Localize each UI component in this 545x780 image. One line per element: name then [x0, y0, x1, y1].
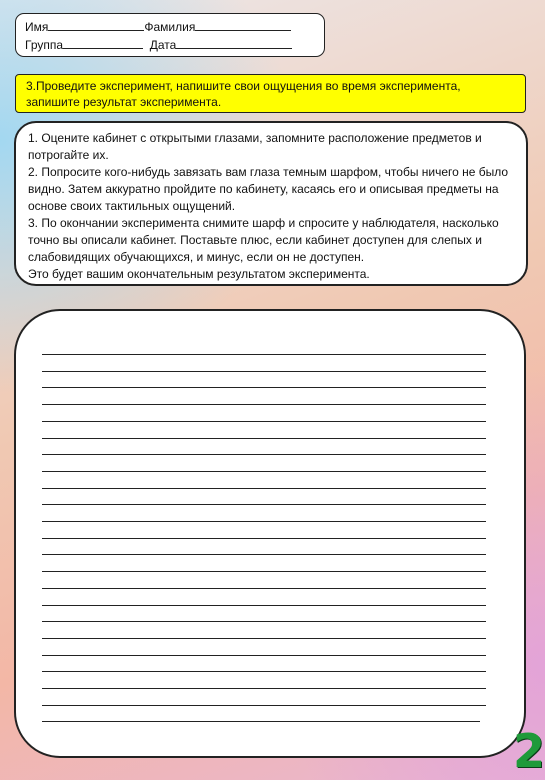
instruction-item-1: 1. Оцените кабинет с открытыми глазами, запомните расположение предметов и потрогайте их. [28, 131, 482, 162]
surname-label: Фамилия [144, 20, 196, 34]
group-field[interactable] [63, 36, 143, 49]
writing-line[interactable] [42, 454, 486, 455]
student-info-header [15, 13, 325, 57]
writing-line[interactable] [42, 421, 486, 422]
writing-line[interactable] [42, 688, 486, 689]
writing-line[interactable] [42, 671, 486, 672]
writing-line[interactable] [42, 404, 486, 405]
writing-line[interactable] [42, 371, 486, 372]
writing-line[interactable] [42, 354, 486, 355]
group-label: Группа [25, 38, 64, 52]
writing-line[interactable] [42, 655, 486, 656]
writing-line[interactable] [42, 705, 486, 706]
instructions-box [14, 121, 528, 286]
writing-line[interactable] [42, 471, 486, 472]
writing-line[interactable] [42, 488, 486, 489]
writing-line[interactable] [42, 438, 486, 439]
writing-line[interactable] [42, 521, 486, 522]
surname-field[interactable] [195, 18, 291, 31]
writing-line[interactable] [42, 638, 486, 639]
writing-area[interactable] [14, 309, 526, 758]
name-surname-row [25, 18, 315, 36]
writing-line[interactable] [42, 387, 486, 388]
writing-line[interactable] [42, 721, 480, 722]
writing-line[interactable] [42, 588, 486, 589]
writing-line[interactable] [42, 621, 486, 622]
task-heading: 3.Проведите эксперимент, напишите свои ощущения во время эксперимента, запишите результат эксперимента. [15, 74, 526, 113]
instruction-result: Это будет вашим окончательным результатом эксперимента. [28, 267, 370, 281]
writing-line[interactable] [42, 605, 486, 606]
writing-line[interactable] [42, 538, 486, 539]
instruction-item-2: 2. Попросите кого-нибудь завязать вам глаза темным шарфом, чтобы ничего не было видно. Затем аккуратно пройдите по кабинету, касаясь его и описывая предметы на основе своих тактильных ощущений. [28, 165, 509, 213]
date-field[interactable] [176, 36, 292, 49]
group-date-row [25, 36, 315, 54]
name-label: Имя [25, 20, 49, 34]
writing-line[interactable] [42, 571, 486, 572]
page-number: 2 [513, 724, 545, 778]
name-field[interactable] [48, 18, 144, 31]
writing-line[interactable] [42, 554, 486, 555]
date-label: Дата [149, 38, 177, 52]
instruction-item-3: 3. По окончании эксперимента снимите шарф и спросите у наблюдателя, насколько точно вы описали кабинет. Поставьте плюс, если кабинет доступен для слепых и слабовидящих обучающихся, и минус, если он не доступен. [28, 216, 499, 264]
writing-line[interactable] [42, 504, 486, 505]
